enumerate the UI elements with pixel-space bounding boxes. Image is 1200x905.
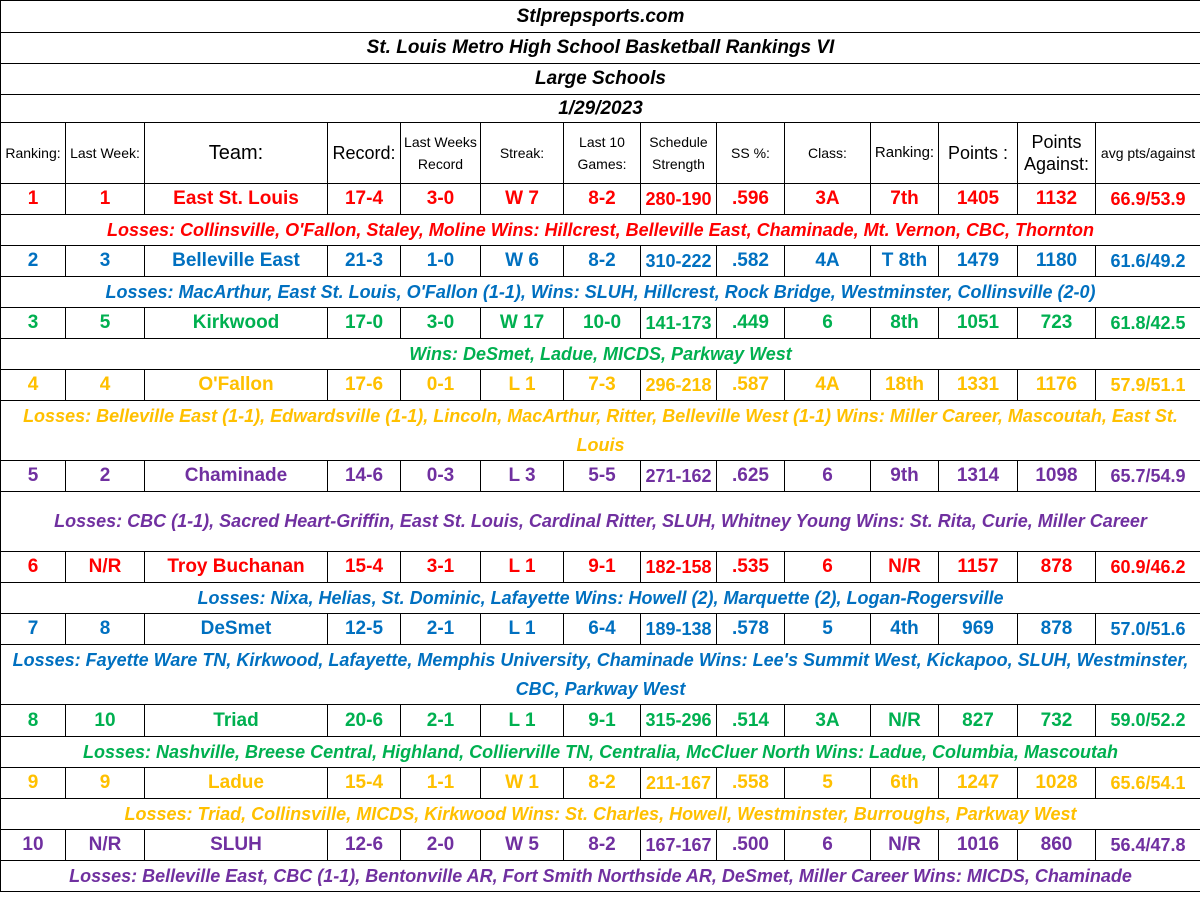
header-class-ranking: Ranking: [871, 123, 939, 184]
schedule-strength-cell: 189-138 [641, 614, 717, 645]
team-row [1, 370, 1200, 401]
last-weeks-record-cell: 0-3 [401, 461, 481, 492]
last-week-cell: N/R [66, 830, 145, 861]
results-row [1, 583, 1200, 614]
last-weeks-record-cell: 2-1 [401, 614, 481, 645]
team-name: East St. Louis [145, 184, 328, 215]
record-cell: 14-6 [328, 461, 401, 492]
points-against-cell: 732 [1018, 705, 1096, 737]
schedule-strength-cell: 296-218 [641, 370, 717, 401]
last-weeks-record-cell: 2-0 [401, 830, 481, 861]
class-ranking-cell: 9th [871, 461, 939, 492]
streak-cell: L 1 [481, 705, 564, 737]
header-last-week: Last Week: [66, 123, 145, 184]
points-cell: 1247 [939, 768, 1018, 799]
record-cell: 17-6 [328, 370, 401, 401]
avg-cell: 65.7/54.9 [1096, 461, 1200, 492]
record-cell: 15-4 [328, 552, 401, 583]
avg-cell: 59.0/52.2 [1096, 705, 1200, 737]
results-row [1, 737, 1200, 768]
streak-cell: W 7 [481, 184, 564, 215]
points-cell: 1479 [939, 246, 1018, 277]
team-row [1, 461, 1200, 492]
last-weeks-record-cell: 3-0 [401, 308, 481, 339]
record-cell: 20-6 [328, 705, 401, 737]
class-ranking-cell: 8th [871, 308, 939, 339]
class-cell: 3A [785, 184, 871, 215]
results-row [1, 861, 1200, 892]
header-points-against: Points Against: [1018, 123, 1096, 184]
division-label: Large Schools [1, 64, 1200, 95]
ranking-date: 1/29/2023 [1, 95, 1200, 123]
points-against-cell: 1028 [1018, 768, 1096, 799]
points-cell: 1314 [939, 461, 1018, 492]
class-cell: 4A [785, 370, 871, 401]
streak-cell: L 3 [481, 461, 564, 492]
class-cell: 5 [785, 768, 871, 799]
points-cell: 1405 [939, 184, 1018, 215]
avg-cell: 60.9/46.2 [1096, 552, 1200, 583]
class-cell: 4A [785, 246, 871, 277]
avg-cell: 56.4/47.8 [1096, 830, 1200, 861]
last-week-cell: 1 [66, 184, 145, 215]
avg-cell: 57.9/51.1 [1096, 370, 1200, 401]
points-cell: 1016 [939, 830, 1018, 861]
rank-cell: 7 [1, 614, 66, 645]
header-ranking: Ranking: [1, 123, 66, 184]
class-ranking-cell: 4th [871, 614, 939, 645]
team-row [1, 830, 1200, 861]
header-team: Team: [145, 123, 328, 184]
streak-cell: W 17 [481, 308, 564, 339]
header-schedule-strength: Schedule Strength [641, 123, 717, 184]
results-note: Losses: Fayette Ware TN, Kirkwood, Lafayette, Memphis University, Chaminade Wins: Lee's Summit West, Kickapoo, SLUH, Westminster, CBC, Parkway West [1, 645, 1200, 705]
team-row [1, 705, 1200, 737]
schedule-strength-cell: 310-222 [641, 246, 717, 277]
results-row [1, 492, 1200, 552]
rank-cell: 10 [1, 830, 66, 861]
rank-cell: 3 [1, 308, 66, 339]
last-weeks-record-cell: 2-1 [401, 705, 481, 737]
last-weeks-record-cell: 1-1 [401, 768, 481, 799]
record-cell: 15-4 [328, 768, 401, 799]
record-cell: 17-4 [328, 184, 401, 215]
ss-pct-cell: .449 [717, 308, 785, 339]
points-against-cell: 1098 [1018, 461, 1096, 492]
points-cell: 1331 [939, 370, 1018, 401]
points-cell: 1051 [939, 308, 1018, 339]
last-week-cell: 2 [66, 461, 145, 492]
class-cell: 6 [785, 552, 871, 583]
header-streak: Streak: [481, 123, 564, 184]
streak-cell: L 1 [481, 552, 564, 583]
header-ss-pct: SS %: [717, 123, 785, 184]
rank-cell: 8 [1, 705, 66, 737]
schedule-strength-cell: 271-162 [641, 461, 717, 492]
team-name: Troy Buchanan [145, 552, 328, 583]
ss-pct-cell: .535 [717, 552, 785, 583]
results-note: Losses: Nashville, Breese Central, Highland, Collierville TN, Centralia, McCluer North Wins: Ladue, Columbia, Mascoutah [1, 737, 1200, 768]
header-avg: avg pts/against [1096, 123, 1200, 184]
class-ranking-cell: 7th [871, 184, 939, 215]
ss-pct-cell: .596 [717, 184, 785, 215]
class-cell: 3A [785, 705, 871, 737]
last-week-cell: 8 [66, 614, 145, 645]
points-against-cell: 1132 [1018, 184, 1096, 215]
last-weeks-record-cell: 3-1 [401, 552, 481, 583]
streak-cell: W 6 [481, 246, 564, 277]
results-row [1, 645, 1200, 705]
last-10-cell: 7-3 [564, 370, 641, 401]
points-against-cell: 723 [1018, 308, 1096, 339]
avg-cell: 57.0/51.6 [1096, 614, 1200, 645]
rank-cell: 5 [1, 461, 66, 492]
points-against-cell: 1176 [1018, 370, 1096, 401]
last-week-cell: 9 [66, 768, 145, 799]
header-last-10: Last 10 Games: [564, 123, 641, 184]
streak-cell: W 5 [481, 830, 564, 861]
team-name: DeSmet [145, 614, 328, 645]
last-weeks-record-cell: 3-0 [401, 184, 481, 215]
schedule-strength-cell: 315-296 [641, 705, 717, 737]
schedule-strength-cell: 167-167 [641, 830, 717, 861]
class-ranking-cell: T 8th [871, 246, 939, 277]
results-row [1, 799, 1200, 830]
streak-cell: W 1 [481, 768, 564, 799]
team-row [1, 614, 1200, 645]
team-row [1, 552, 1200, 583]
last-week-cell: N/R [66, 552, 145, 583]
class-ranking-cell: 18th [871, 370, 939, 401]
last-10-cell: 8-2 [564, 184, 641, 215]
points-against-cell: 1180 [1018, 246, 1096, 277]
team-row [1, 184, 1200, 215]
ss-pct-cell: .500 [717, 830, 785, 861]
streak-cell: L 1 [481, 614, 564, 645]
team-name: Kirkwood [145, 308, 328, 339]
results-row [1, 277, 1200, 308]
team-row [1, 246, 1200, 277]
points-against-cell: 860 [1018, 830, 1096, 861]
team-name: Belleville East [145, 246, 328, 277]
sheet-title: St. Louis Metro High School Basketball Rankings VI [1, 33, 1200, 64]
results-note: Wins: DeSmet, Ladue, MICDS, Parkway West [1, 339, 1200, 370]
class-ranking-cell: N/R [871, 552, 939, 583]
record-cell: 21-3 [328, 246, 401, 277]
results-note: Losses: CBC (1-1), Sacred Heart-Griffin, East St. Louis, Cardinal Ritter, SLUH, Whitney Young Wins: St. Rita, Curie, Miller Career [1, 492, 1200, 552]
class-ranking-cell: 6th [871, 768, 939, 799]
schedule-strength-cell: 182-158 [641, 552, 717, 583]
record-cell: 12-6 [328, 830, 401, 861]
last-week-cell: 10 [66, 705, 145, 737]
points-cell: 1157 [939, 552, 1018, 583]
ss-pct-cell: .582 [717, 246, 785, 277]
last-10-cell: 10-0 [564, 308, 641, 339]
team-name: Triad [145, 705, 328, 737]
last-10-cell: 5-5 [564, 461, 641, 492]
class-cell: 6 [785, 308, 871, 339]
site-name: Stlprepsports.com [1, 1, 1200, 33]
last-week-cell: 4 [66, 370, 145, 401]
header-points: Points : [939, 123, 1018, 184]
record-cell: 17-0 [328, 308, 401, 339]
rank-cell: 2 [1, 246, 66, 277]
schedule-strength-cell: 141-173 [641, 308, 717, 339]
last-weeks-record-cell: 0-1 [401, 370, 481, 401]
last-10-cell: 8-2 [564, 830, 641, 861]
record-cell: 12-5 [328, 614, 401, 645]
schedule-strength-cell: 280-190 [641, 184, 717, 215]
ss-pct-cell: .587 [717, 370, 785, 401]
header-class: Class: [785, 123, 871, 184]
results-note: Losses: Nixa, Helias, St. Dominic, Lafayette Wins: Howell (2), Marquette (2), Logan-Rogersville [1, 583, 1200, 614]
points-against-cell: 878 [1018, 552, 1096, 583]
avg-cell: 66.9/53.9 [1096, 184, 1200, 215]
last-10-cell: 9-1 [564, 705, 641, 737]
avg-cell: 65.6/54.1 [1096, 768, 1200, 799]
header-record: Record: [328, 123, 401, 184]
team-name: Ladue [145, 768, 328, 799]
team-name: SLUH [145, 830, 328, 861]
points-cell: 827 [939, 705, 1018, 737]
ss-pct-cell: .514 [717, 705, 785, 737]
last-10-cell: 8-2 [564, 768, 641, 799]
rank-cell: 6 [1, 552, 66, 583]
team-row [1, 308, 1200, 339]
header-last-weeks-record: Last Weeks Record [401, 123, 481, 184]
results-row [1, 215, 1200, 246]
team-name: Chaminade [145, 461, 328, 492]
last-10-cell: 8-2 [564, 246, 641, 277]
ss-pct-cell: .625 [717, 461, 785, 492]
rank-cell: 1 [1, 184, 66, 215]
class-ranking-cell: N/R [871, 705, 939, 737]
results-note: Losses: Belleville East, CBC (1-1), Bentonville AR, Fort Smith Northside AR, DeSmet, Miller Career Wins: MICDS, Chaminade [1, 861, 1200, 892]
rank-cell: 4 [1, 370, 66, 401]
avg-cell: 61.6/49.2 [1096, 246, 1200, 277]
team-name: O'Fallon [145, 370, 328, 401]
team-row [1, 768, 1200, 799]
results-note: Losses: MacArthur, East St. Louis, O'Fallon (1-1), Wins: SLUH, Hillcrest, Rock Bridge, Westminster, Collinsville (2-0) [1, 277, 1200, 308]
results-note: Losses: Triad, Collinsville, MICDS, Kirkwood Wins: St. Charles, Howell, Westminster, Burroughs, Parkway West [1, 799, 1200, 830]
last-10-cell: 6-4 [564, 614, 641, 645]
last-week-cell: 5 [66, 308, 145, 339]
avg-cell: 61.8/42.5 [1096, 308, 1200, 339]
results-row [1, 339, 1200, 370]
results-row [1, 401, 1200, 461]
results-note: Losses: Collinsville, O'Fallon, Staley, Moline Wins: Hillcrest, Belleville East, Chaminade, Mt. Vernon, CBC, Thornton [1, 215, 1200, 246]
points-cell: 969 [939, 614, 1018, 645]
class-cell: 6 [785, 830, 871, 861]
class-cell: 5 [785, 614, 871, 645]
last-10-cell: 9-1 [564, 552, 641, 583]
class-cell: 6 [785, 461, 871, 492]
rank-cell: 9 [1, 768, 66, 799]
last-week-cell: 3 [66, 246, 145, 277]
points-against-cell: 878 [1018, 614, 1096, 645]
ss-pct-cell: .578 [717, 614, 785, 645]
streak-cell: L 1 [481, 370, 564, 401]
last-weeks-record-cell: 1-0 [401, 246, 481, 277]
schedule-strength-cell: 211-167 [641, 768, 717, 799]
class-ranking-cell: N/R [871, 830, 939, 861]
results-note: Losses: Belleville East (1-1), Edwardsville (1-1), Lincoln, MacArthur, Ritter, Belleville West (1-1) Wins: Miller Career, Mascoutah, East St. Louis [1, 401, 1200, 461]
ss-pct-cell: .558 [717, 768, 785, 799]
